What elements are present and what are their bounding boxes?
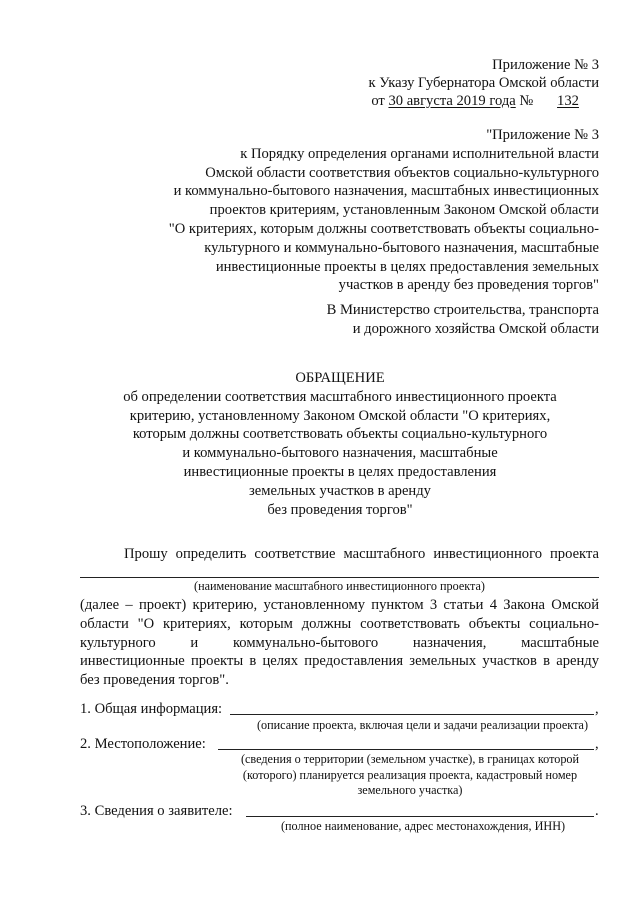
- annex-line-3: [371, 92, 599, 111]
- project-name-hint: (наименование масштабного инвестиционного проекта): [194, 579, 485, 593]
- appendix-line: "О критериях, которым должны соответствовать объекты социально-: [168, 220, 599, 237]
- annex-number-sign: №: [519, 93, 534, 109]
- appendix-line: участков в аренду без проведения торгов": [338, 277, 599, 294]
- paragraph-line: (далее – проект) критерию, установленному пунктом 3 статьи 4 Закона Омской: [80, 597, 599, 613]
- general-info-label: 1. Общая информация:: [80, 701, 223, 717]
- appendix-line: к Порядку определения органами исполнительной власти: [240, 145, 599, 162]
- paragraph-line: инвестиционные проекты в целях предоставления земельных участков в аренду: [80, 653, 599, 670]
- title-heading: ОБРАЩЕНИЕ: [295, 370, 385, 386]
- appendix-line: и коммунально-бытового назначения, масштабных инвестиционных: [173, 183, 599, 200]
- location-hint-line: (которого) планируется реализация проекта, кадастровый номер: [242, 767, 578, 782]
- title-line: об определении соответствия масштабного инвестиционного проекта: [123, 388, 557, 405]
- title-line: которым должны соответствовать объекты социально-культурного: [132, 426, 548, 443]
- addressee-line: и дорожного хозяйства Омской области: [352, 320, 599, 337]
- project-name-field[interactable]: [80, 577, 599, 578]
- appendix-line: Омской области соответствия объектов социально-культурного: [205, 164, 599, 181]
- title-line: инвестиционные проекты в целях предоставления: [183, 463, 497, 480]
- title-line: без проведения торгов": [267, 501, 413, 518]
- title-line: критерию, установленному Законом Омской области "О критериях,: [129, 407, 551, 424]
- paragraph-last-line: без проведения торгов".: [80, 672, 229, 689]
- appendix-line: "Приложение № 3: [486, 127, 599, 143]
- general-info-comma: ,: [595, 701, 599, 717]
- location-label: 2. Местоположение:: [80, 736, 206, 752]
- location-hint-line: (сведения о территории (земельном участке), в границах которой: [240, 752, 580, 766]
- title-line: и коммунально-бытового назначения, масштабные: [182, 445, 498, 462]
- location-hint-line: земельного участка): [357, 783, 463, 797]
- annex-date: 30 августа 2019 года: [388, 93, 516, 109]
- title-line: земельных участков в аренду: [249, 482, 431, 499]
- paragraph-line: культурного и коммунально-бытового назначения, масштабные: [80, 634, 599, 651]
- applicant-hint: (полное наименование, адрес местонахождения, ИНН): [280, 819, 566, 833]
- request-line: Прошу определить соответствие масштабного инвестиционного проекта: [124, 546, 599, 562]
- addressee-block: [179, 301, 599, 339]
- annex-line-2: к Указу Губернатора Омской области: [368, 75, 599, 91]
- document-title: [80, 369, 600, 519]
- location-field[interactable]: [218, 749, 594, 750]
- general-info-field[interactable]: [230, 714, 594, 715]
- applicant-label: 3. Сведения о заявителе:: [80, 803, 233, 819]
- applicant-field[interactable]: [246, 816, 594, 817]
- appendix-line: культурного и коммунально-бытового назначения, масштабные: [204, 239, 599, 256]
- annex-from: от: [371, 93, 385, 109]
- paragraph-line: области "О критериях, которым должны соответствовать объекты социально-: [80, 615, 599, 632]
- appendix-block: [39, 126, 599, 295]
- body-paragraph: [80, 596, 599, 690]
- addressee-line: В Министерство строительства, транспорта: [326, 302, 599, 318]
- location-comma: ,: [595, 736, 599, 752]
- annex-line-1: Приложение № 3: [492, 57, 599, 73]
- applicant-period: .: [595, 803, 599, 819]
- annex-number: 132: [557, 93, 579, 109]
- location-hint: [220, 752, 600, 799]
- appendix-line: проектов критериям, установленным Законом Омской области: [209, 202, 599, 219]
- general-info-hint: (описание проекта, включая цели и задачи реализации проекта): [256, 718, 589, 732]
- appendix-line: инвестиционные проекты в целях предоставления земельных: [215, 258, 599, 275]
